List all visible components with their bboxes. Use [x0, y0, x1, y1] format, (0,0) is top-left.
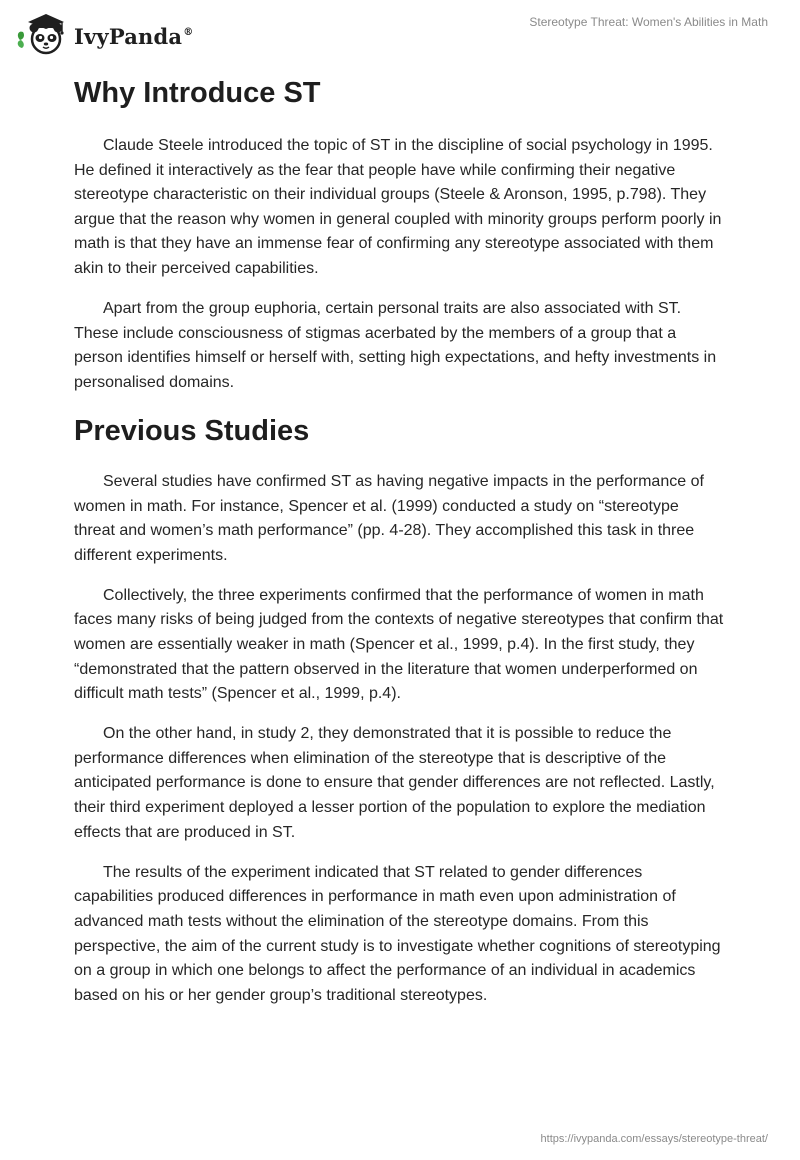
paragraph: The results of the experiment indicated that ST related to gender differences capabilities produced differences in performance in math even upon administration of advanced math tests without the elimination of the stereotype domains. From this perspective, the aim of the current study is to investigate whether cognitions of stereotyping on a group in which one belongs to affect the performance of an individual in academics based on his or her gender group’s traditional stereotypes.: [74, 863, 721, 1004]
ivypanda-logo[interactable]: [16, 10, 193, 56]
section-heading-previous-studies: Previous Studies: [74, 414, 310, 447]
source-url[interactable]: https://ivypanda.com/essays/stereotype-threat/: [540, 1133, 768, 1145]
paragraph: Several studies have confirmed ST as having negative impacts in the performance of women in math. For instance, Spencer et al. (1999) conducted a study on “stereotype threat and women’s math performance” (pp. 4-28). They accomplished this task in three different experiments.: [74, 472, 704, 564]
section-heading-why-introduce-st: Why Introduce ST: [74, 77, 321, 109]
panda-graduation-cap-icon: [16, 10, 72, 56]
paragraph: On the other hand, in study 2, they demonstrated that it is possible to reduce the performance differences when elimination of the stereotype that is descriptive of the anticipated performance is done to ensure that gender differences are not reflected. Lastly, their third experiment deployed a lesser portion of the population to explore the mediation effects that are produced in ST.: [74, 725, 715, 841]
paragraph: Claude Steele introduced the topic of ST in the discipline of social psychology in 1995. He defined it interactively as the fear that people have while confirming their negative stereotype characteristic on their individual groups (Steele & Aronson, 1995, p.798). They argue that the reason why women in general coupled with minority groups perform poorly in math is that they have an immense fear of confirming any stereotype associated with them akin to their perceived capabilities.: [74, 137, 722, 277]
paragraph: Apart from the group euphoria, certain personal traits are also associated with ST. These include consciousness of stigmas acerbated by the members of a group that a person identifies himself or herself with, setting high expectations, and hefty investments in personalised domains.: [74, 300, 717, 391]
paragraph: Collectively, the three experiments confirmed that the performance of women in math faces many risks of being judged from the contexts of negative stereotypes that confirm that women are essentially weaker in math (Spencer et al., 1999, p.4). In the first study, they “demonstrated that the pattern observed in the literature that women underperformed on difficult math tests” (Spencer et al., 1999, p.4).: [74, 586, 724, 703]
brand-name: IvyPanda®: [74, 23, 194, 49]
document-title: Stereotype Threat: Women's Abilities in Math: [529, 15, 768, 29]
article-body: [74, 70, 724, 1024]
page-header: [0, 0, 800, 70]
